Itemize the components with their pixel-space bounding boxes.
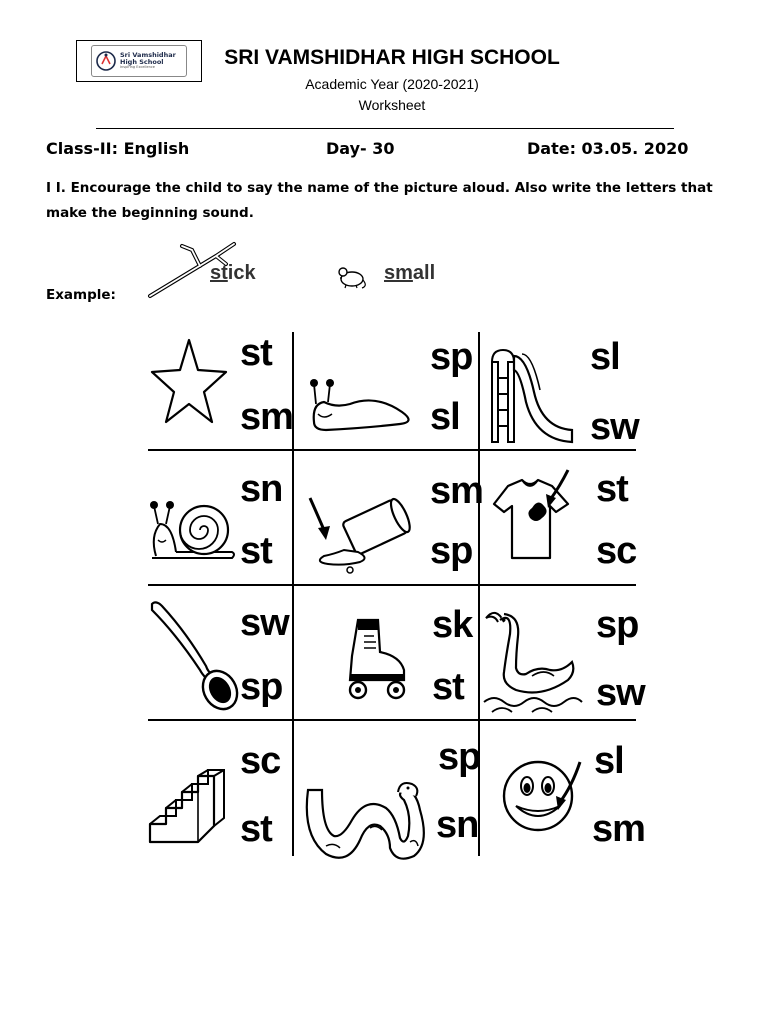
skate-icon [344, 616, 410, 702]
option-snail-2: st [240, 530, 272, 572]
class-label: Class-II: English [46, 139, 190, 158]
grid-divider-horizontal-3 [148, 719, 636, 721]
slide-icon [486, 342, 578, 446]
option-slide-2: sw [590, 406, 639, 448]
option-star-2: sm [240, 396, 293, 438]
option-stairs-2: st [240, 808, 272, 850]
example-word-small [384, 262, 435, 285]
option-spill-2: sp [430, 530, 473, 572]
option-snail-1: sn [240, 468, 283, 510]
smile-icon [500, 752, 586, 838]
option-snake-1: sp [438, 736, 481, 778]
grid-divider-horizontal-2 [148, 584, 636, 586]
option-star-1: st [240, 332, 272, 374]
logo-tagline: Inspiring Excellence [120, 65, 155, 70]
logo-name-line2: High School [120, 57, 164, 66]
header-divider [96, 128, 674, 129]
option-shirt-2: sc [596, 530, 637, 572]
option-shirt-1: st [596, 468, 628, 510]
spill-icon [304, 494, 412, 576]
example-rest-stick: ick [227, 262, 256, 284]
option-snake-2: sn [436, 804, 479, 846]
option-skate-2: st [432, 666, 464, 708]
option-stairs-1: sc [240, 740, 281, 782]
school-name: SRI VAMSHIDHAR HIGH SCHOOL [224, 46, 560, 69]
instruction-text: I I. Encourage the child to say the name of the picture aloud. Also write the letters that make the beginning sound. [46, 180, 713, 221]
example-prefix-small: sm [384, 262, 413, 284]
day-label: Day- 30 [326, 139, 395, 158]
snail-icon [146, 494, 238, 564]
option-spill-1: sm [430, 470, 483, 512]
mouse-icon [334, 264, 368, 290]
example-word-stick [210, 262, 256, 285]
stairs-icon [148, 768, 226, 848]
spoon-icon [148, 598, 244, 712]
star-icon [150, 336, 228, 428]
option-skate-1: sk [432, 604, 473, 646]
stained-shirt-icon [490, 468, 576, 562]
option-swan-2: sw [596, 672, 645, 714]
swan-icon [482, 606, 584, 716]
grid-divider-horizontal-1 [148, 449, 636, 451]
document-type: Worksheet [358, 97, 426, 113]
option-smile-1: sl [594, 740, 624, 782]
example-rest-small: all [412, 262, 436, 284]
option-slug-1: sp [430, 336, 473, 378]
option-spoon-1: sw [240, 602, 289, 644]
academic-year: Academic Year (2020-2021) [305, 76, 479, 92]
example-label: Example: [46, 287, 116, 303]
option-spoon-2: sp [240, 666, 283, 708]
logo-name-line1: Sri Vamshidhar [120, 51, 176, 60]
date-label: Date: 03.05. 2020 [527, 139, 689, 158]
example-prefix-stick: st [210, 262, 228, 284]
option-swan-1: sp [596, 604, 639, 646]
option-slug-2: sl [430, 396, 460, 438]
snake-icon [300, 776, 432, 866]
option-slide-1: sl [590, 336, 620, 378]
option-smile-2: sm [592, 808, 645, 850]
slug-icon [306, 374, 418, 434]
